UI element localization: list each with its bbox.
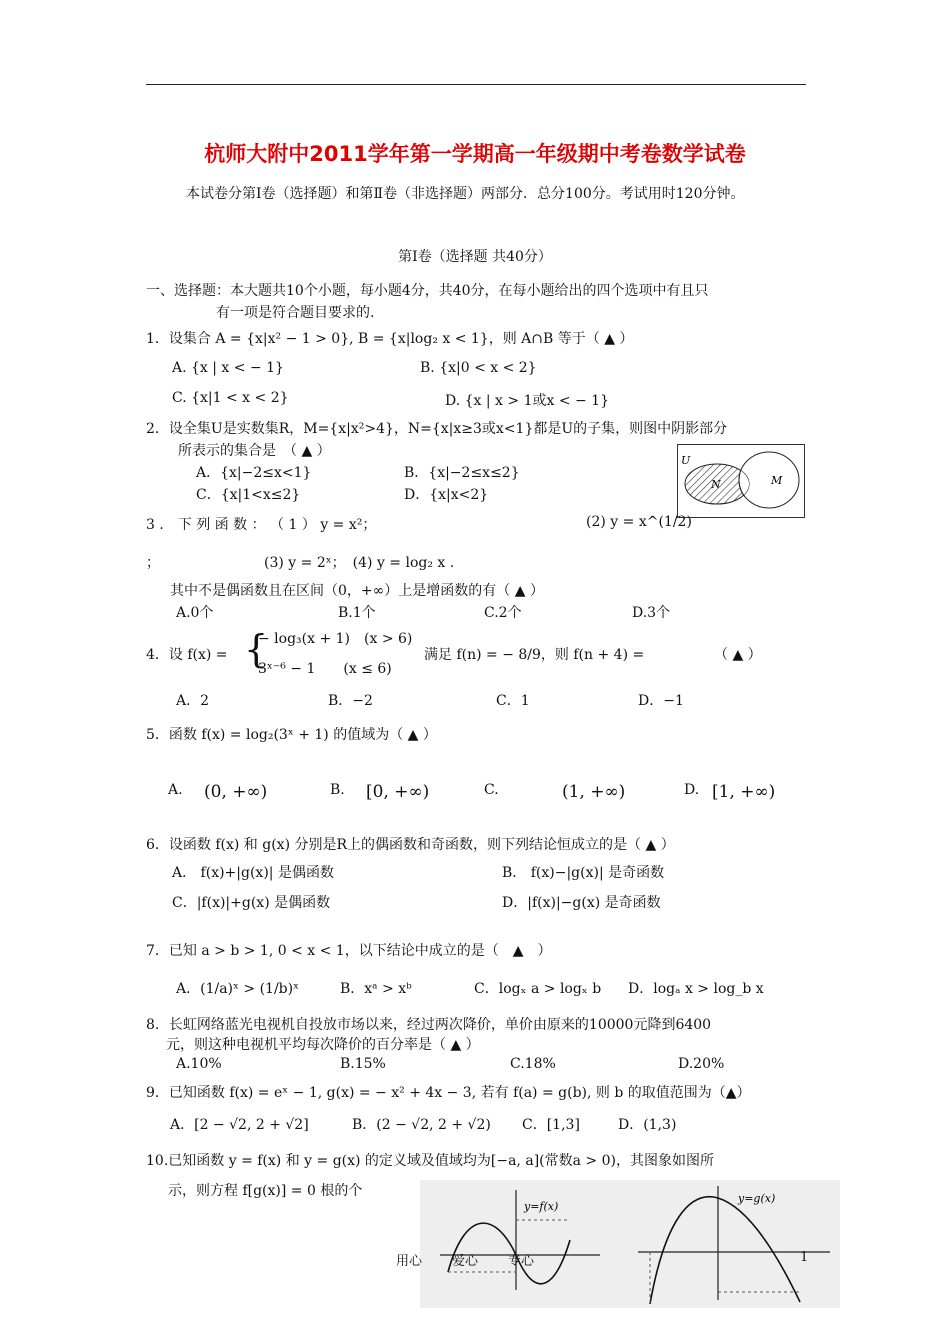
q3-option-a: A.0个 — [176, 605, 214, 621]
part1-heading: 第Ⅰ卷（选择题 共40分） — [398, 249, 552, 265]
footer-mid: 爱心 — [452, 1254, 479, 1269]
q10-graph-figure — [420, 1180, 840, 1308]
section-line-2: 有一项是符合题目要求的. — [216, 305, 375, 321]
q4-brace: { — [244, 627, 269, 671]
q10-line-2: 示，则方程 f[g(x)] = 0 根的个 — [168, 1183, 363, 1199]
q7-stem: 7．已知 a > b > 1, 0 < x < 1，以下结论中成立的是（ ▲ ） — [146, 943, 552, 959]
graph2-curve — [650, 1197, 800, 1304]
q5-option-a-label: A. — [168, 782, 183, 798]
q5-option-b: [0, +∞) — [366, 782, 430, 802]
graph1-label: y=f(x) — [524, 1200, 559, 1213]
q7-option-c: C．logₓ a > logₓ b — [474, 981, 602, 997]
q3-option-c: C.2个 — [484, 605, 522, 621]
q3-wavy-2 — [162, 552, 258, 568]
q7-option-a: A．(1/a)ˣ > (1/b)ˣ — [176, 981, 300, 997]
q6-option-a: A． f(x)+|g(x)| 是偶函数 — [172, 865, 334, 881]
q2-option-c: C．{x|1<x≤2} — [196, 487, 301, 503]
q5-option-d-label: D. — [684, 782, 700, 798]
q5-option-b-label: B. — [330, 782, 345, 798]
q2-line-1: 2．设全集U是实数集R，M={x|x²>4}，N={x|x≥3或x<1}都是U的子集，则图中阴影部分 — [146, 421, 728, 437]
q5-stem: 5．函数 f(x) = log₂(3ˣ + 1) 的值域为（ ▲ ） — [146, 727, 437, 743]
q3-option-d: D.3个 — [632, 605, 671, 621]
q7-option-b: B．xᵃ > xᵇ — [340, 981, 412, 997]
q10-line-1: 10.已知函数 y = f(x) 和 y = g(x) 的定义域及值域均为[−a, a](常数a > 0)，其图象如图所 — [146, 1153, 714, 1169]
q9-option-d: D．(1,3) — [618, 1117, 677, 1133]
q5-option-c-label: C. — [484, 782, 499, 798]
intro-paragraph: 本试卷分第Ⅰ卷（选择题）和第Ⅱ卷（非选择题）两部分．总分100分。考试用时120分钟。 — [186, 186, 745, 202]
q5-option-c: (1, +∞) — [562, 782, 626, 802]
q8-line-2: 元，则这种电视机平均每次降价的百分率是（ ▲ ） — [166, 1037, 480, 1053]
q4-option-b: B．−2 — [328, 693, 373, 709]
q1-option-a: A. {x | x < − 1} — [172, 360, 284, 376]
q8-option-a: A.10% — [176, 1056, 222, 1072]
q4-option-d: D．−1 — [638, 693, 684, 709]
q2-line-2: 所表示的集合是 （ ▲ ） — [178, 443, 331, 459]
venn-diagram — [677, 444, 805, 518]
venn-label-n: N — [711, 478, 721, 491]
section-line-1: 一、选择题：本大题共10个小题，每小题4分，共40分，在每小题给出的四个选项中有且只 — [146, 283, 709, 299]
q9-option-c: C．[1,3] — [522, 1117, 580, 1133]
q8-option-d: D.20% — [678, 1056, 725, 1072]
q2-option-a: A．{x|−2≤x<1} — [196, 465, 312, 481]
q9-option-a: A．[2 − √2, 2 + √2] — [170, 1117, 309, 1133]
q8-option-c: C.18% — [510, 1056, 556, 1072]
q9-option-b: B．(2 − √2, 2 + √2) — [352, 1117, 491, 1133]
q4-suffix: 满足 f(n) = − 8/9，则 f(n + 4) = — [424, 647, 645, 663]
header-rule — [146, 84, 806, 85]
q3-line-2a: ； — [146, 555, 160, 571]
q6-stem: 6．设函数 f(x) 和 g(x) 分别是R上的偶函数和奇函数，则下列结论恒成立的是（ ▲ ） — [146, 837, 675, 853]
q6-option-d: D．|f(x)|−g(x) 是奇函数 — [502, 895, 661, 911]
q9-stem: 9．已知函数 f(x) = eˣ − 1, g(x) = − x² + 4x − 3, 若有 f(a) = g(b), 则 b 的取值范围为（▲） — [146, 1085, 751, 1101]
q1-option-d: D. {x | x > 1或x < − 1} — [445, 393, 610, 409]
page-title: 杭师大附中2011学年第一学期高一年级期中考卷数学试卷 — [204, 142, 746, 166]
q1-stem: 1．设集合 A = {x|x² − 1 > 0}, B = {x|log₂ x < 1}，则 A∩B 等于（ ▲ ） — [146, 331, 634, 347]
q2-option-d: D．{x|x<2} — [404, 487, 489, 503]
q4-option-c: C．1 — [496, 693, 530, 709]
footer-right: 专心 — [508, 1254, 535, 1269]
q8-option-b: B.15% — [340, 1056, 386, 1072]
q1-option-b: B. {x|0 < x < 2} — [420, 360, 537, 376]
q1-option-c: C. {x|1 < x < 2} — [172, 390, 289, 406]
page-number: 1 — [800, 1250, 809, 1265]
q5-option-a: (0, +∞) — [204, 782, 268, 802]
q5-option-d: [1, +∞) — [712, 782, 776, 802]
q6-option-c: C．|f(x)|+g(x) 是偶函数 — [172, 895, 331, 911]
q7-option-d: D．logₐ x > log_b x — [628, 981, 764, 997]
graph2-label: y=g(x) — [738, 1192, 776, 1205]
venn-label-m: M — [771, 474, 783, 487]
q3-line-2b: (3) y = 2ˣ； (4) y = log₂ x . — [264, 555, 455, 571]
q6-option-b: B． f(x)−|g(x)| 是奇函数 — [502, 865, 665, 881]
q4-option-a: A．2 — [176, 693, 210, 709]
q4-case-2: 3ˣ⁻⁶ − 1 (x ≤ 6) — [258, 661, 392, 677]
q8-line-1: 8．长虹网络蓝光电视机自投放市场以来，经过两次降价，单价由原来的10000元降到6400 — [146, 1017, 712, 1033]
venn-label-u: U — [681, 454, 691, 467]
footer-left: 用心 — [396, 1254, 423, 1269]
q2-option-b: B．{x|−2≤x≤2} — [404, 465, 520, 481]
q3-line-3: 其中不是偶函数且在区间（0，+∞）上是增函数的有（ ▲ ） — [170, 583, 544, 599]
q3-line-1b: (2) y = x^(1/2) — [586, 514, 692, 530]
q3-option-b: B.1个 — [338, 605, 376, 621]
q3-line-1a: 3 ． 下 列 函 数 ： （ 1 ） y = x²； — [146, 517, 377, 533]
q4-prefix: 4．设 f(x) = — [146, 647, 228, 663]
q4-mark: （ ▲ ） — [714, 647, 762, 663]
q3-wavy-1 — [484, 514, 578, 530]
q4-case-1: − log₃(x + 1) (x > 6) — [258, 631, 413, 647]
